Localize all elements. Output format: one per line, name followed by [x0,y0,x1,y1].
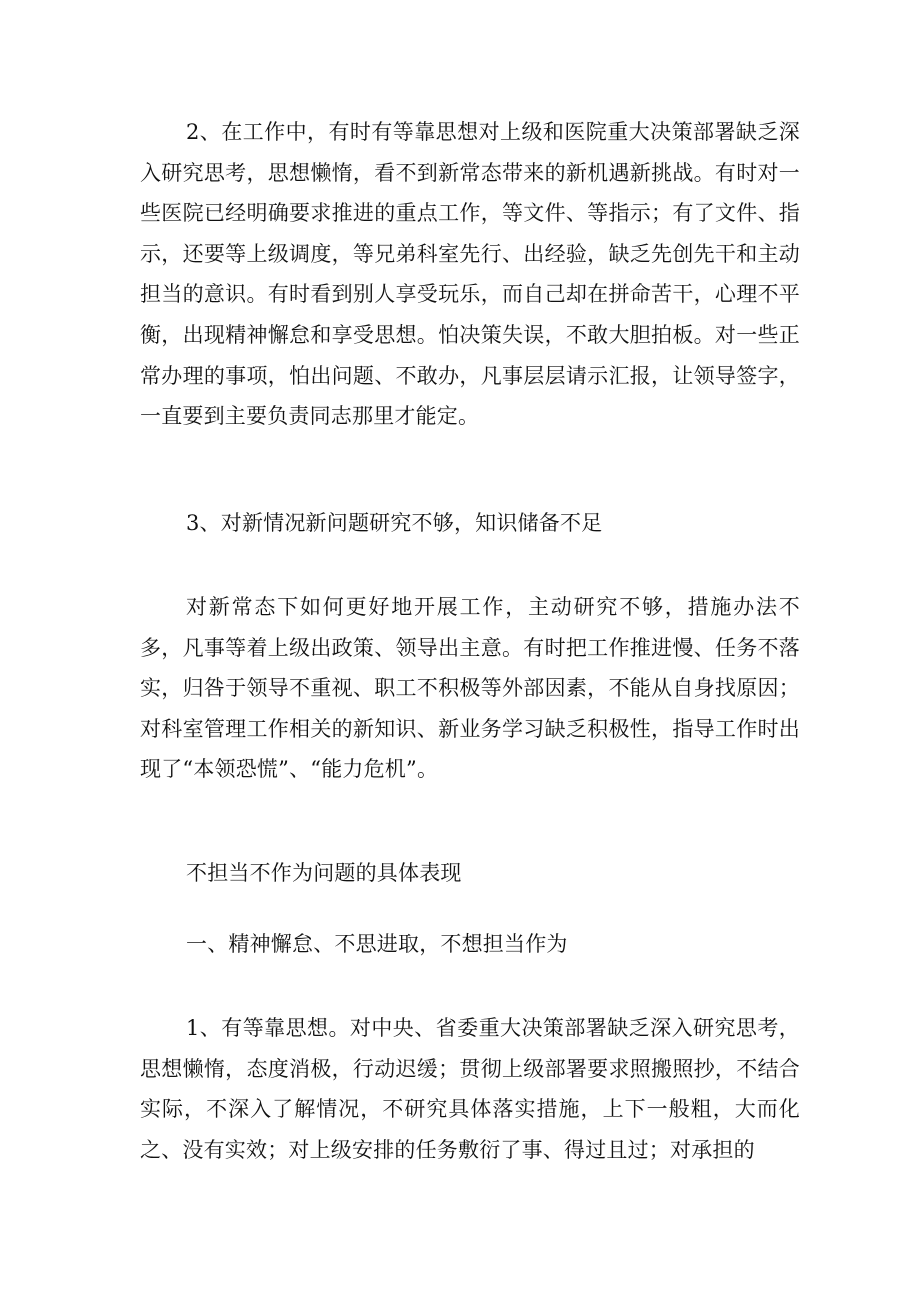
paragraph-new-situation-research: 对新常态下如何更好地开展工作，主动研究不够，措施办法不多，凡事等着上级出政策、领导出主意。有时把工作推进慢、任务不落实，归咎于领导不重视、职工不积极等外部因素，不能从自身找原因；对科室管理工作相关的新知识、新业务学习缺乏积极性，指导工作时出现了“本领恐慌”、“能力危机”。 [140,595,800,782]
paragraph-waiting-mindset: 2、在工作中，有时有等靠思想对上级和医院重大决策部署缺乏深入研究思考，思想懒惰，看不到新常态带来的新机遇新挑战。有时对一些医院已经明确要求推进的重点工作，等文件、等指示；有了文件、指示，还要等上级调度，等兄弟科室先行、出经验，缺乏先创先干和主动担当的意识。有时看到别人享受玩乐，而自己却在拼命苦干，心理不平衡，出现精神懈怠和享受思想。怕决策失误，不敢大胆拍板。对一些正常办理的事项，怕出问题、不敢办，凡事层层请示汇报，让领导签字，一直要到主要负责同志那里才能定。 [140,120,800,429]
heading-section-one: 一、精神懈怠、不思进取，不想担当作为 [186,932,568,956]
heading-insufficient-knowledge: 3、对新情况新问题研究不够，知识储备不足 [186,511,603,535]
paragraph-waiting-mindset-detail: 1、有等靠思想。对中央、省委重大决策部署缺乏深入研究思考，思想懒惰，态度消极，行动迟缓；贯彻上级部署要求照搬照抄，不结合实际，不深入了解情况，不研究具体落实措施，上下一般粗，大而化之、没有实效；对上级安排的任务敷衍了事、得过且过；对承担的 [140,1016,800,1162]
heading-specific-manifestations: 不担当不作为问题的具体表现 [186,861,462,885]
